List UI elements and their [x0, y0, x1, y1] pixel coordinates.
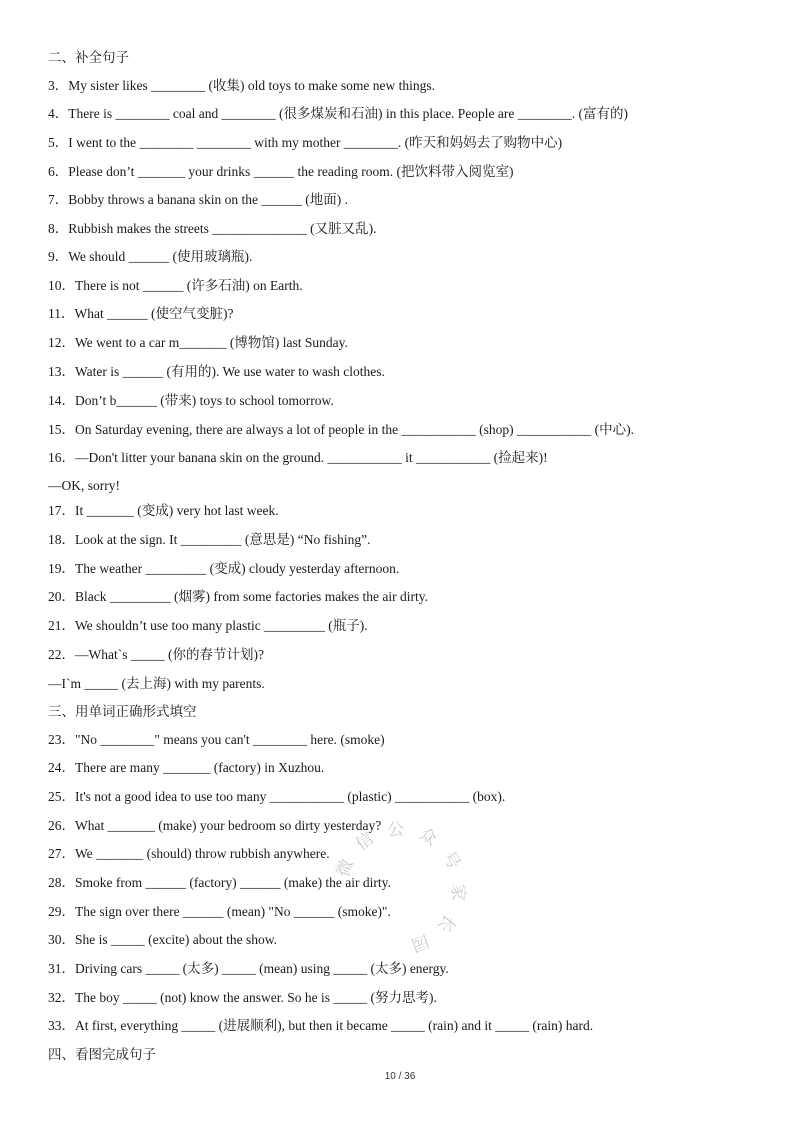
- question-5: 5．I went to the ________ ________ with my mother ________. (昨天和妈妈去了购物中心): [48, 135, 563, 150]
- question-27: 27．We _______ (should) throw rubbish anywhere.: [48, 846, 330, 861]
- question-10: 10．There is not ______ (许多石油) on Earth.: [48, 278, 303, 293]
- watermark-glyph: 众: [415, 824, 440, 850]
- question-13: 13．Water is ______ (有用的). We use water to wash clothes.: [48, 364, 385, 379]
- watermark-glyph: 园: [408, 930, 432, 955]
- question-23: 23．"No ________" means you can't ________ here. (smoke): [48, 732, 385, 747]
- question-14: 14．Don’t b______ (带来) toys to school tomorrow.: [48, 393, 334, 408]
- watermark-glyph: 长: [433, 910, 460, 936]
- question-18: 18．Look at the sign. It _________ (意思是) “No fishing”.: [48, 532, 371, 547]
- question-20: 20．Black _________ (烟雾) from some factories makes the air dirty.: [48, 589, 429, 604]
- question-12: 12．We went to a car m_______ (博物馆) last Sunday.: [48, 335, 348, 350]
- question-32: 32．The boy _____ (not) know the answer. So he is _____ (努力思考).: [48, 990, 437, 1005]
- watermark-glyph: 信: [352, 828, 378, 855]
- question-16: 16．—Don't litter your banana skin on the ground. ___________ it ___________ (捡起来)!: [48, 450, 548, 465]
- question-6: 6．Please don’t _______ your drinks ______ the reading room. (把饮料带入阅览室): [48, 164, 514, 179]
- question-28: 28．Smoke from ______ (factory) ______ (make) the air dirty.: [48, 875, 391, 890]
- question-8: 8．Rubbish makes the streets ______________ (又脏又乱).: [48, 221, 377, 236]
- section-heading-2: 二、补全句子: [48, 50, 129, 66]
- page-number: 10 / 36: [384, 1071, 416, 1082]
- watermark-glyph: 号: [438, 848, 464, 873]
- question-11: 11．What ______ (使空气变脏)?: [48, 306, 234, 321]
- question-31: 31．Driving cars _____ (太多) _____ (mean) using _____ (太多) energy.: [48, 961, 449, 976]
- question-9: 9．We should ______ (使用玻璃瓶).: [48, 249, 253, 264]
- question-30: 30．She is _____ (excite) about the show.: [48, 932, 277, 947]
- question-19: 19．The weather _________ (变成) cloudy yesterday afternoon.: [48, 561, 400, 576]
- watermark-seal: [320, 808, 480, 968]
- question-16-reply: —OK, sorry!: [48, 478, 120, 493]
- question-4: 4．There is ________ coal and ________ (很多煤炭和石油) in this place. People are ________. (富有的): [48, 106, 629, 121]
- question-22-reply: —I`m _____ (去上海) with my parents.: [48, 676, 265, 691]
- question-24: 24．There are many _______ (factory) in Xuzhou.: [48, 760, 325, 775]
- question-33: 33．At first, everything _____ (进展顺利), but then it became _____ (rain) and it _____ (rain) hard.: [48, 1018, 594, 1033]
- question-3: 3．My sister likes ________ (收集) old toys to make some new things.: [48, 78, 435, 93]
- question-17: 17．It _______ (变成) very hot last week.: [48, 503, 279, 518]
- question-26: 26．What _______ (make) your bedroom so dirty yesterday?: [48, 818, 382, 833]
- question-15: 15．On Saturday evening, there are always a lot of people in the ___________ (shop) ___________ (中心).: [48, 422, 634, 437]
- question-22: 22．—What`s _____ (你的春节计划)?: [48, 647, 264, 662]
- section-heading-3: 三、用单词正确形式填空: [48, 704, 197, 720]
- question-25: 25．It's not a good idea to use too many ___________ (plastic) ___________ (box).: [48, 789, 506, 804]
- question-21: 21．We shouldn’t use too many plastic _________ (瓶子).: [48, 618, 368, 633]
- watermark-glyph: 公: [386, 819, 405, 841]
- watermark-glyph: 微: [333, 856, 358, 880]
- watermark-glyph: 家: [447, 883, 469, 902]
- question-29: 29．The sign over there ______ (mean) "No ______ (smoke)".: [48, 904, 391, 919]
- section-heading-4: 四、看图完成句子: [48, 1047, 156, 1063]
- question-7: 7．Bobby throws a banana skin on the ______ (地面) .: [48, 192, 348, 207]
